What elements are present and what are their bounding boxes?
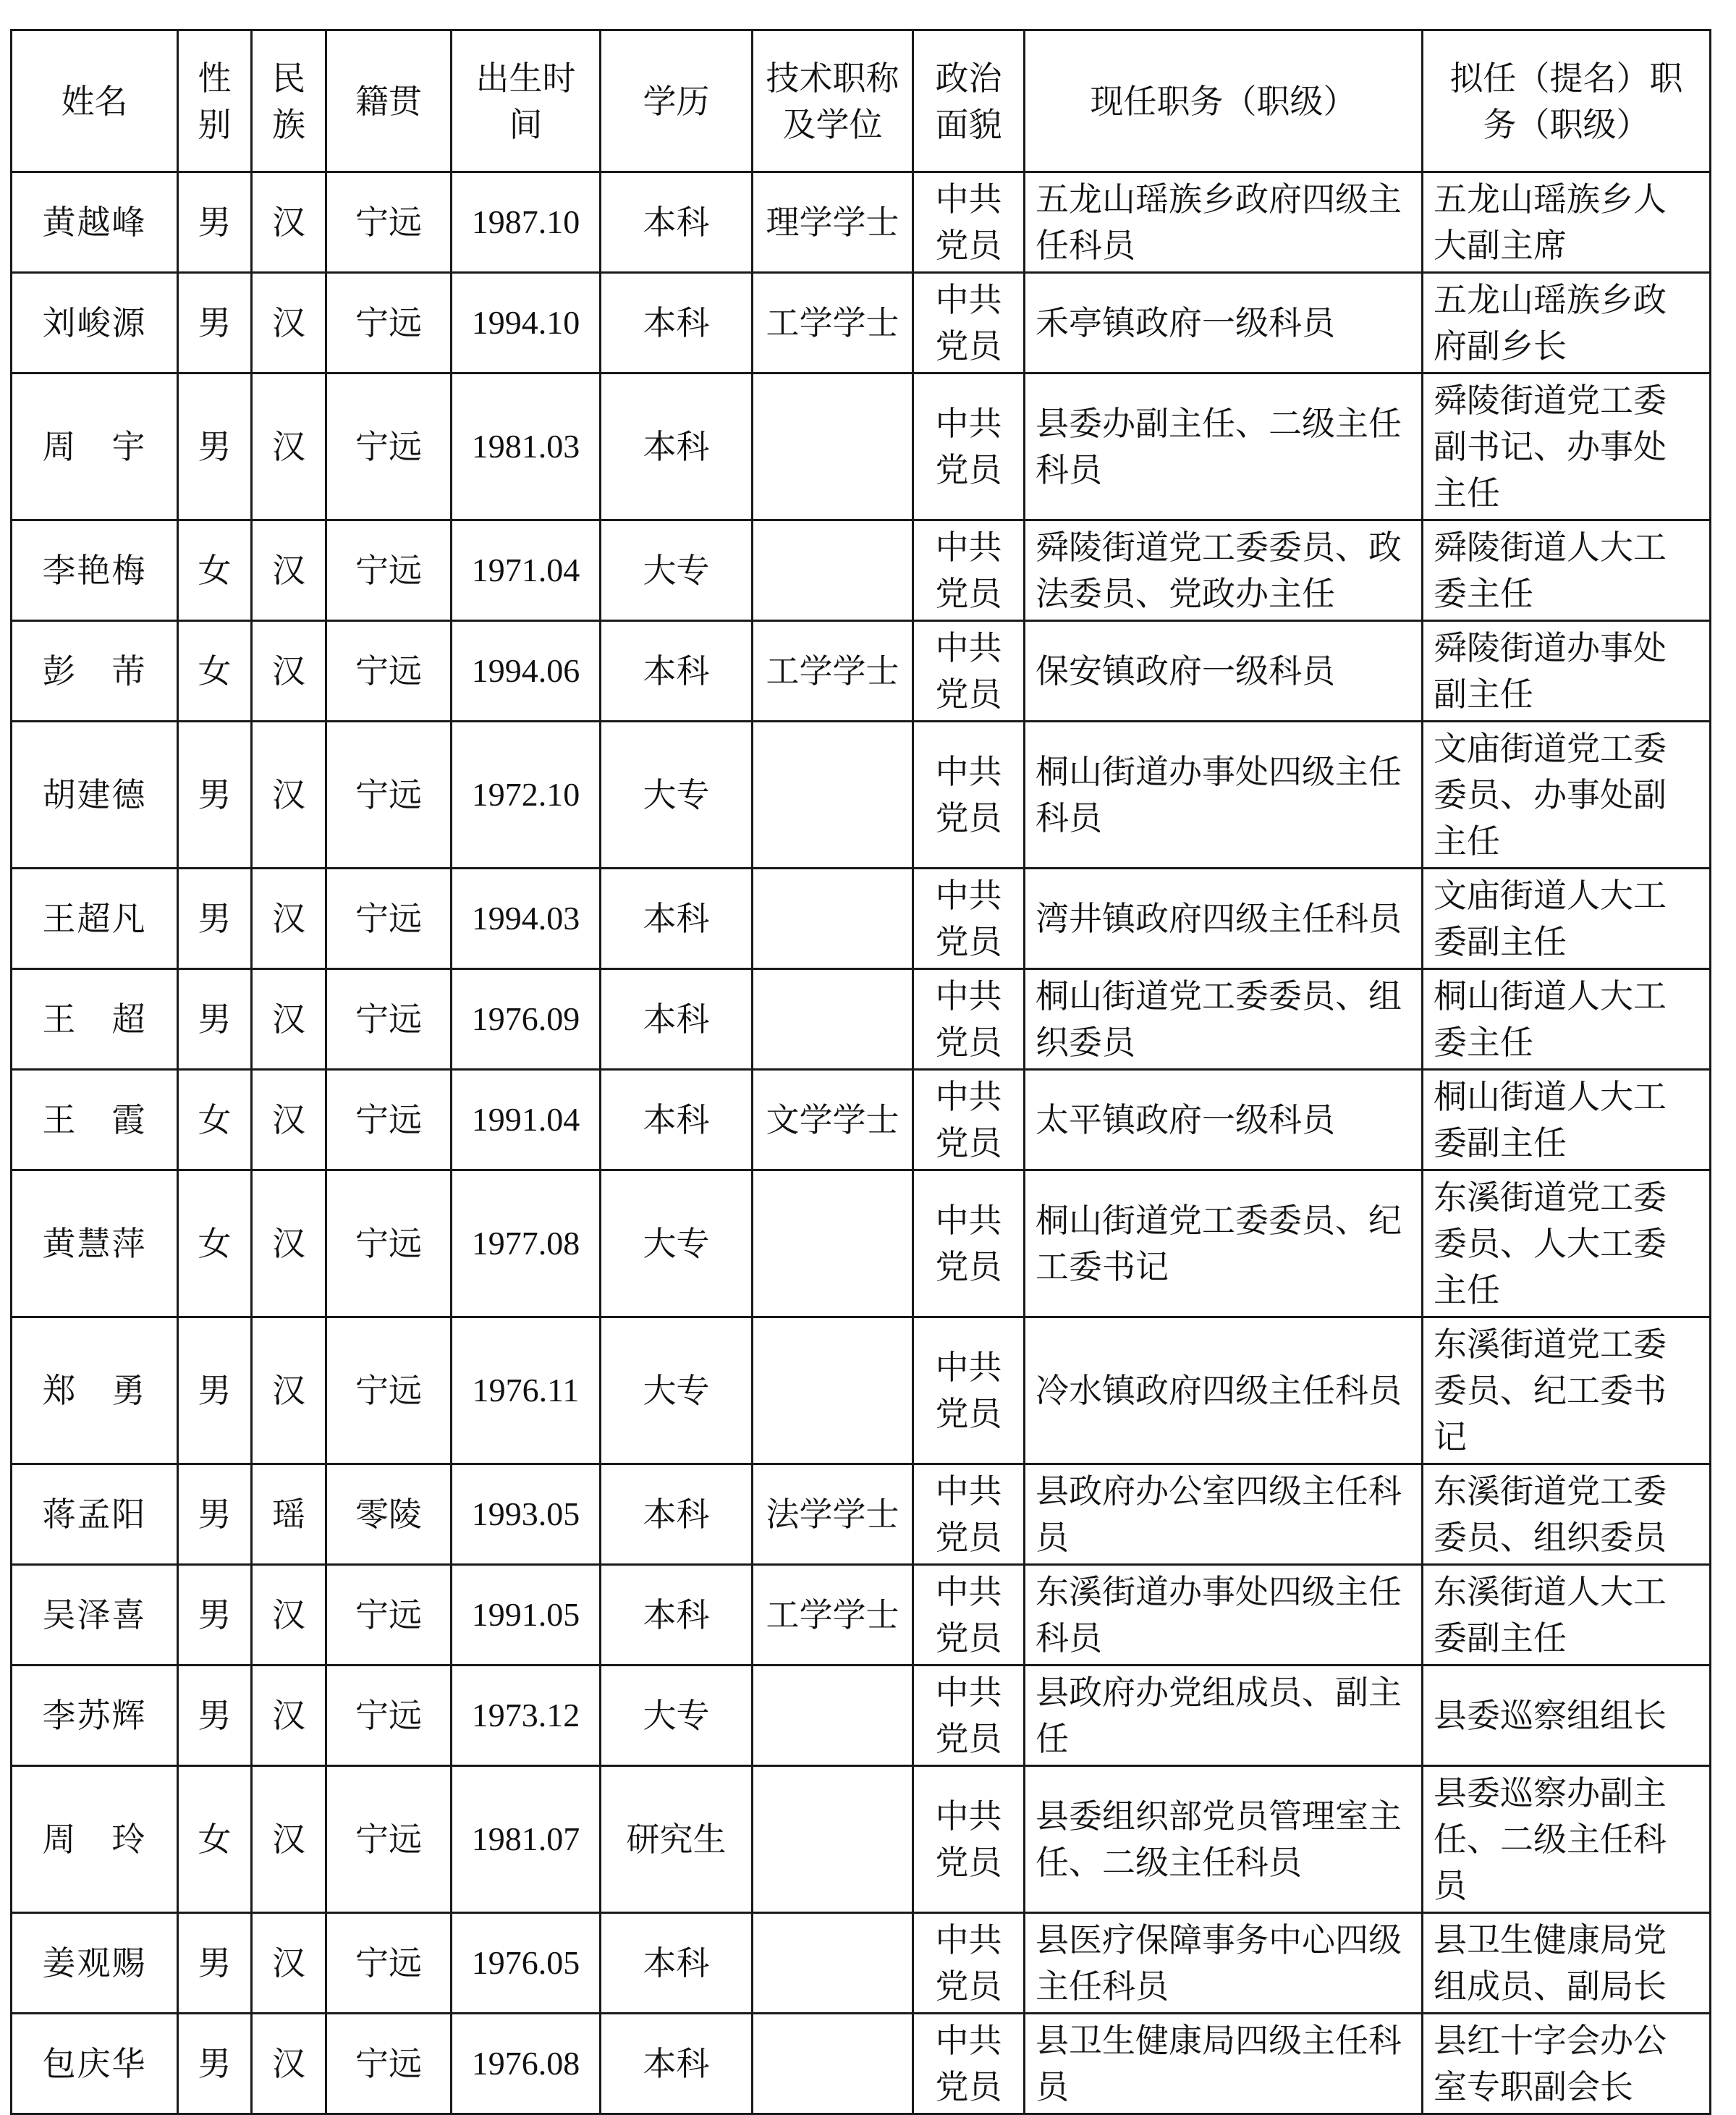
birth-date-cell: 1971.04 — [452, 520, 601, 621]
table-row — [12, 1565, 1711, 1666]
degree-cell — [753, 1170, 913, 1317]
native-place-cell: 宁远 — [326, 1565, 452, 1666]
table-row — [12, 1317, 1711, 1464]
name-cell: 胡建德 — [12, 722, 178, 869]
ethnicity-cell: 汉 — [252, 869, 326, 969]
education-cell: 本科 — [601, 1464, 753, 1565]
table-header-row — [12, 30, 1711, 172]
education-cell: 大专 — [601, 1666, 753, 1766]
education-cell: 研究生 — [601, 1766, 753, 1913]
political-status-cell: 中共党员 — [913, 172, 1025, 273]
name-cell: 包庆华 — [12, 2014, 178, 2114]
birth-date-cell: 1977.08 — [452, 1170, 601, 1317]
gender-cell: 男 — [178, 722, 252, 869]
political-status-cell: 中共党员 — [913, 869, 1025, 969]
table-row — [12, 1464, 1711, 1565]
degree-cell: 理学学士 — [753, 172, 913, 273]
gender-cell: 男 — [178, 1913, 252, 2014]
degree-cell — [753, 1317, 913, 1464]
proposed-position-cell: 东溪街道人大工委副主任 — [1423, 1565, 1711, 1666]
degree-cell: 工学学士 — [753, 1565, 913, 1666]
proposed-position-cell: 县卫生健康局党组成员、副局长 — [1423, 1913, 1711, 2014]
political-status-cell: 中共党员 — [913, 273, 1025, 373]
current-position-cell: 桐山街道办事处四级主任科员 — [1025, 722, 1423, 869]
birth-date-cell: 1994.06 — [452, 621, 601, 722]
birth-date-cell: 1993.05 — [452, 1464, 601, 1565]
current-position-cell: 五龙山瑶族乡政府四级主任科员 — [1025, 172, 1423, 273]
education-cell: 大专 — [601, 722, 753, 869]
ethnicity-cell: 汉 — [252, 172, 326, 273]
birth-date-cell: 1973.12 — [452, 1666, 601, 1766]
native-place-cell: 宁远 — [326, 373, 452, 520]
political-status-cell: 中共党员 — [913, 1666, 1025, 1766]
table-row — [12, 273, 1711, 373]
current-position-cell: 县委办副主任、二级主任科员 — [1025, 373, 1423, 520]
name-cell: 黄越峰 — [12, 172, 178, 273]
native-place-cell: 宁远 — [326, 1913, 452, 2014]
current-position-cell: 县政府办党组成员、副主任 — [1025, 1666, 1423, 1766]
education-cell: 本科 — [601, 2014, 753, 2114]
education-cell: 本科 — [601, 869, 753, 969]
political-status-cell: 中共党员 — [913, 621, 1025, 722]
degree-cell: 法学学士 — [753, 1464, 913, 1565]
degree-cell: 工学学士 — [753, 273, 913, 373]
current-position-cell: 冷水镇政府四级主任科员 — [1025, 1317, 1423, 1464]
degree-cell — [753, 969, 913, 1070]
birth-date-cell: 1981.03 — [452, 373, 601, 520]
political-status-cell: 中共党员 — [913, 520, 1025, 621]
education-cell: 本科 — [601, 172, 753, 273]
header-political-status: 政治面貌 — [913, 30, 1025, 172]
native-place-cell: 宁远 — [326, 172, 452, 273]
political-status-cell: 中共党员 — [913, 1766, 1025, 1913]
proposed-position-cell: 文庙街道人大工委副主任 — [1423, 869, 1711, 969]
degree-cell — [753, 520, 913, 621]
political-status-cell: 中共党员 — [913, 1170, 1025, 1317]
native-place-cell: 宁远 — [326, 1766, 452, 1913]
current-position-cell: 湾井镇政府四级主任科员 — [1025, 869, 1423, 969]
header-native-place: 籍贯 — [326, 30, 452, 172]
header-title-degree: 技术职称及学位 — [753, 30, 913, 172]
political-status-cell: 中共党员 — [913, 969, 1025, 1070]
gender-cell: 女 — [178, 1070, 252, 1170]
name-cell: 周 宇 — [12, 373, 178, 520]
ethnicity-cell: 汉 — [252, 969, 326, 1070]
current-position-cell: 县卫生健康局四级主任科员 — [1025, 2014, 1423, 2114]
current-position-cell: 县医疗保障事务中心四级主任科员 — [1025, 1913, 1423, 2014]
header-name: 姓名 — [12, 30, 178, 172]
gender-cell: 男 — [178, 1317, 252, 1464]
name-cell: 李苏辉 — [12, 1666, 178, 1766]
name-cell: 李艳梅 — [12, 520, 178, 621]
header-gender: 性别 — [178, 30, 252, 172]
ethnicity-cell: 汉 — [252, 2014, 326, 2114]
table-row — [12, 172, 1711, 273]
proposed-position-cell: 五龙山瑶族乡政府副乡长 — [1423, 273, 1711, 373]
table-row — [12, 1070, 1711, 1170]
degree-cell — [753, 1666, 913, 1766]
degree-cell — [753, 869, 913, 969]
political-status-cell: 中共党员 — [913, 1070, 1025, 1170]
political-status-cell: 中共党员 — [913, 1317, 1025, 1464]
ethnicity-cell: 汉 — [252, 1317, 326, 1464]
birth-date-cell: 1976.05 — [452, 1913, 601, 2014]
degree-cell — [753, 722, 913, 869]
birth-date-cell: 1987.10 — [452, 172, 601, 273]
table-row — [12, 1766, 1711, 1913]
name-cell: 刘峻源 — [12, 273, 178, 373]
ethnicity-cell: 汉 — [252, 1070, 326, 1170]
gender-cell: 男 — [178, 373, 252, 520]
header-current-position: 现任职务（职级） — [1025, 30, 1423, 172]
proposed-position-cell: 桐山街道人大工委副主任 — [1423, 1070, 1711, 1170]
political-status-cell: 中共党员 — [913, 1565, 1025, 1666]
birth-date-cell: 1976.11 — [452, 1317, 601, 1464]
current-position-cell: 县政府办公室四级主任科员 — [1025, 1464, 1423, 1565]
ethnicity-cell: 汉 — [252, 1666, 326, 1766]
native-place-cell: 宁远 — [326, 2014, 452, 2114]
education-cell: 大专 — [601, 1317, 753, 1464]
education-cell: 大专 — [601, 1170, 753, 1317]
table-row — [12, 621, 1711, 722]
education-cell: 本科 — [601, 621, 753, 722]
native-place-cell: 宁远 — [326, 1317, 452, 1464]
header-proposed-position: 拟任（提名）职务（职级） — [1423, 30, 1711, 172]
name-cell: 姜观赐 — [12, 1913, 178, 2014]
political-status-cell: 中共党员 — [913, 373, 1025, 520]
ethnicity-cell: 汉 — [252, 1565, 326, 1666]
name-cell: 王 超 — [12, 969, 178, 1070]
current-position-cell: 桐山街道党工委委员、组织委员 — [1025, 969, 1423, 1070]
proposed-position-cell: 文庙街道党工委委员、办事处副主任 — [1423, 722, 1711, 869]
name-cell: 周 玲 — [12, 1766, 178, 1913]
proposed-position-cell: 东溪街道党工委委员、纪工委书记 — [1423, 1317, 1711, 1464]
name-cell: 吴泽喜 — [12, 1565, 178, 1666]
political-status-cell: 中共党员 — [913, 2014, 1025, 2114]
education-cell: 本科 — [601, 1565, 753, 1666]
current-position-cell: 保安镇政府一级科员 — [1025, 621, 1423, 722]
name-cell: 蒋孟阳 — [12, 1464, 178, 1565]
gender-cell: 女 — [178, 1766, 252, 1913]
gender-cell: 男 — [178, 1464, 252, 1565]
name-cell: 黄慧萍 — [12, 1170, 178, 1317]
ethnicity-cell: 汉 — [252, 520, 326, 621]
table-row — [12, 2014, 1711, 2114]
ethnicity-cell: 汉 — [252, 722, 326, 869]
table-row — [12, 969, 1711, 1070]
degree-cell — [753, 1766, 913, 1913]
name-cell: 王 霞 — [12, 1070, 178, 1170]
proposed-position-cell: 东溪街道党工委委员、组织委员 — [1423, 1464, 1711, 1565]
table-row — [12, 1913, 1711, 2014]
name-cell: 彭 芾 — [12, 621, 178, 722]
birth-date-cell: 1976.09 — [452, 969, 601, 1070]
current-position-cell: 太平镇政府一级科员 — [1025, 1070, 1423, 1170]
gender-cell: 男 — [178, 2014, 252, 2114]
gender-cell: 女 — [178, 520, 252, 621]
education-cell: 本科 — [601, 273, 753, 373]
table-body — [12, 172, 1711, 2114]
degree-cell — [753, 2014, 913, 2114]
native-place-cell: 宁远 — [326, 969, 452, 1070]
header-education: 学历 — [601, 30, 753, 172]
ethnicity-cell: 汉 — [252, 373, 326, 520]
native-place-cell: 宁远 — [326, 520, 452, 621]
birth-date-cell: 1976.08 — [452, 2014, 601, 2114]
gender-cell: 女 — [178, 621, 252, 722]
current-position-cell: 东溪街道办事处四级主任科员 — [1025, 1565, 1423, 1666]
proposed-position-cell: 东溪街道党工委委员、人大工委主任 — [1423, 1170, 1711, 1317]
table-row — [12, 869, 1711, 969]
native-place-cell: 宁远 — [326, 1070, 452, 1170]
proposed-position-cell: 县委巡察办副主任、二级主任科员 — [1423, 1766, 1711, 1913]
gender-cell: 男 — [178, 1565, 252, 1666]
degree-cell: 工学学士 — [753, 621, 913, 722]
ethnicity-cell: 汉 — [252, 1913, 326, 2014]
gender-cell: 男 — [178, 969, 252, 1070]
education-cell: 大专 — [601, 520, 753, 621]
native-place-cell: 宁远 — [326, 722, 452, 869]
header-ethnicity: 民族 — [252, 30, 326, 172]
native-place-cell: 零陵 — [326, 1464, 452, 1565]
current-position-cell: 县委组织部党员管理室主任、二级主任科员 — [1025, 1766, 1423, 1913]
education-cell: 本科 — [601, 1070, 753, 1170]
header-birth-date: 出生时间 — [452, 30, 601, 172]
birth-date-cell: 1994.03 — [452, 869, 601, 969]
gender-cell: 男 — [178, 273, 252, 373]
native-place-cell: 宁远 — [326, 1170, 452, 1317]
education-cell: 本科 — [601, 1913, 753, 2014]
proposed-position-cell: 县委巡察组组长 — [1423, 1666, 1711, 1766]
education-cell: 本科 — [601, 969, 753, 1070]
native-place-cell: 宁远 — [326, 869, 452, 969]
ethnicity-cell: 汉 — [252, 621, 326, 722]
cadre-roster-table — [10, 29, 1711, 2115]
proposed-position-cell: 五龙山瑶族乡人大副主席 — [1423, 172, 1711, 273]
current-position-cell: 舜陵街道党工委委员、政法委员、党政办主任 — [1025, 520, 1423, 621]
ethnicity-cell: 汉 — [252, 1766, 326, 1913]
table-row — [12, 520, 1711, 621]
birth-date-cell: 1981.07 — [452, 1766, 601, 1913]
gender-cell: 男 — [178, 869, 252, 969]
proposed-position-cell: 舜陵街道人大工委主任 — [1423, 520, 1711, 621]
proposed-position-cell: 桐山街道人大工委主任 — [1423, 969, 1711, 1070]
birth-date-cell: 1994.10 — [452, 273, 601, 373]
table-row — [12, 1666, 1711, 1766]
current-position-cell: 禾亭镇政府一级科员 — [1025, 273, 1423, 373]
gender-cell: 女 — [178, 1170, 252, 1317]
current-position-cell: 桐山街道党工委委员、纪工委书记 — [1025, 1170, 1423, 1317]
gender-cell: 男 — [178, 172, 252, 273]
ethnicity-cell: 瑶 — [252, 1464, 326, 1565]
gender-cell: 男 — [178, 1666, 252, 1766]
proposed-position-cell: 舜陵街道办事处副主任 — [1423, 621, 1711, 722]
table-row — [12, 373, 1711, 520]
native-place-cell: 宁远 — [326, 621, 452, 722]
proposed-position-cell: 县红十字会办公室专职副会长 — [1423, 2014, 1711, 2114]
political-status-cell: 中共党员 — [913, 722, 1025, 869]
degree-cell — [753, 373, 913, 520]
ethnicity-cell: 汉 — [252, 1170, 326, 1317]
birth-date-cell: 1972.10 — [452, 722, 601, 869]
name-cell: 郑 勇 — [12, 1317, 178, 1464]
education-cell: 本科 — [601, 373, 753, 520]
proposed-position-cell: 舜陵街道党工委副书记、办事处主任 — [1423, 373, 1711, 520]
birth-date-cell: 1991.04 — [452, 1070, 601, 1170]
ethnicity-cell: 汉 — [252, 273, 326, 373]
degree-cell: 文学学士 — [753, 1070, 913, 1170]
name-cell: 王超凡 — [12, 869, 178, 969]
native-place-cell: 宁远 — [326, 1666, 452, 1766]
birth-date-cell: 1991.05 — [452, 1565, 601, 1666]
degree-cell — [753, 1913, 913, 2014]
political-status-cell: 中共党员 — [913, 1913, 1025, 2014]
table-row — [12, 1170, 1711, 1317]
political-status-cell: 中共党员 — [913, 1464, 1025, 1565]
table-row — [12, 722, 1711, 869]
native-place-cell: 宁远 — [326, 273, 452, 373]
